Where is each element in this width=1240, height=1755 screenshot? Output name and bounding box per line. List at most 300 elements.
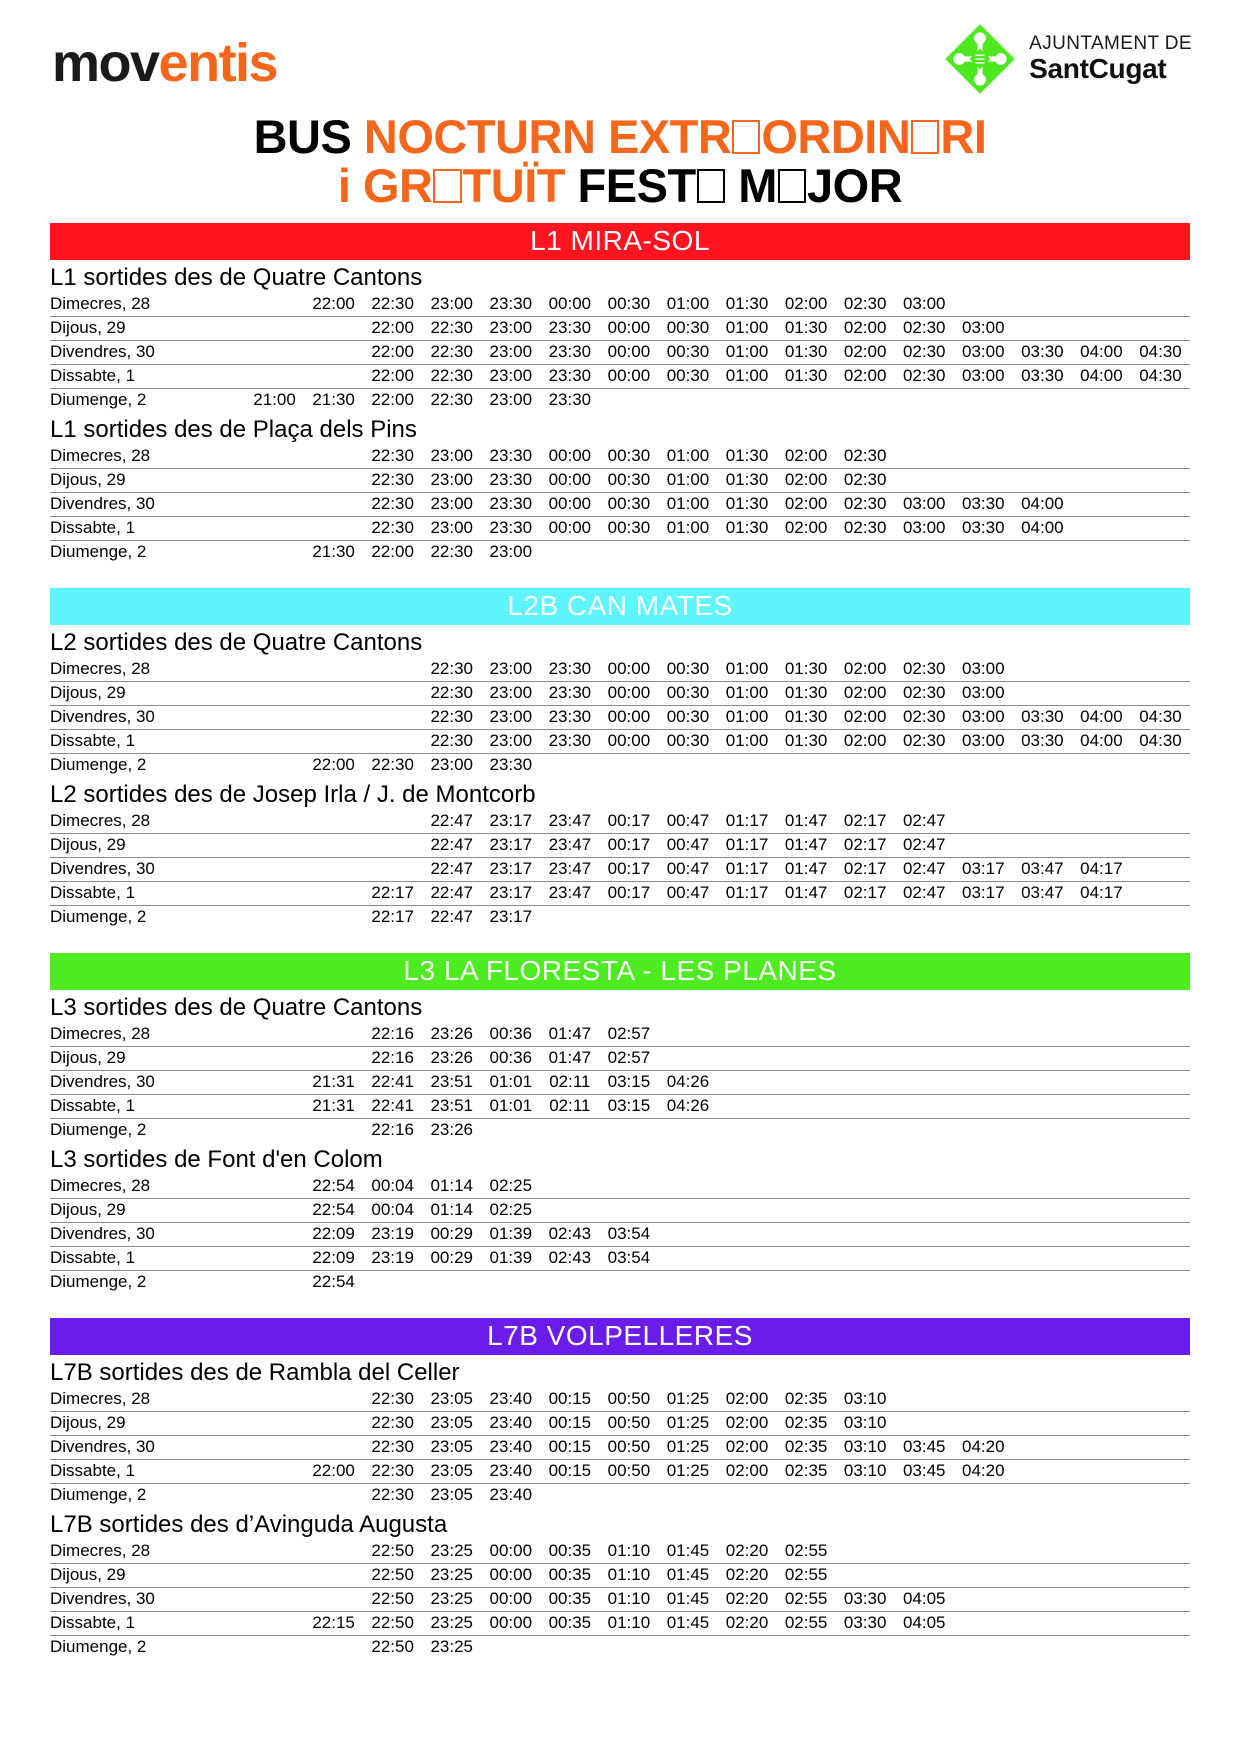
empty-time-cell — [836, 540, 895, 564]
empty-time-cell — [836, 1483, 895, 1507]
departure-time: 23:25 — [422, 1540, 481, 1564]
departure-time: 00:36 — [481, 1023, 540, 1047]
table-row — [50, 1246, 1190, 1270]
departure-time: 00:00 — [540, 445, 599, 469]
missing-glyph-box — [778, 169, 806, 203]
empty-time-cell — [304, 658, 363, 682]
empty-time-cell — [1072, 753, 1131, 777]
departure-time: 01:39 — [481, 1222, 540, 1246]
empty-time-cell — [245, 1563, 304, 1587]
empty-time-cell — [245, 658, 304, 682]
departure-time: 02:30 — [895, 681, 954, 705]
empty-time-cell — [777, 1222, 836, 1246]
departure-time: 22:30 — [371, 754, 414, 774]
departure-time: 01:30 — [777, 705, 836, 729]
departure-time: 03:45 — [895, 1435, 954, 1459]
empty-time-cell — [658, 1175, 717, 1199]
departure-time: 00:00 — [481, 1540, 540, 1564]
empty-time-cell — [304, 1483, 363, 1507]
empty-time-cell — [304, 1540, 363, 1564]
departure-time: 03:30 — [1013, 705, 1072, 729]
empty-time-cell — [245, 445, 304, 469]
departure-time: 01:00 — [718, 681, 777, 705]
departure-time: 01:00 — [718, 340, 777, 364]
empty-time-cell — [954, 1222, 1013, 1246]
departure-time: 22:00 — [363, 340, 422, 364]
empty-time-cell — [304, 905, 363, 929]
departure-time: 01:30 — [718, 492, 777, 516]
departure-time: 01:10 — [599, 1540, 658, 1564]
departure-time: 22:47 — [430, 906, 473, 926]
departure-time: 22:47 — [422, 881, 481, 905]
departure-time: 04:30 — [1131, 705, 1190, 729]
empty-time-cell — [895, 1246, 954, 1270]
departure-time: 22:30 — [363, 1459, 422, 1483]
empty-time-cell — [1013, 1388, 1072, 1412]
empty-time-cell — [954, 810, 1013, 834]
departure-time: 03:00 — [954, 316, 1013, 340]
empty-time-cell — [1131, 681, 1190, 705]
empty-time-cell — [954, 388, 1013, 412]
departure-time: 22:50 — [363, 1540, 422, 1564]
empty-time-cell — [599, 540, 658, 564]
departure-time: 02:43 — [540, 1222, 599, 1246]
empty-time-cell — [245, 881, 304, 905]
empty-time-cell — [481, 1118, 540, 1142]
departure-time: 23:40 — [481, 1411, 540, 1435]
table-row — [50, 1198, 1190, 1222]
day-label: Dissabte, 1 — [50, 1246, 245, 1270]
empty-time-cell — [895, 753, 954, 777]
empty-time-cell — [718, 1222, 777, 1246]
departure-time: 23:25 — [422, 1563, 481, 1587]
departure-time: 01:14 — [422, 1175, 481, 1199]
empty-time-cell — [245, 905, 304, 929]
empty-time-cell — [1072, 1540, 1131, 1564]
departure-time: 23:30 — [481, 293, 540, 317]
departure-time: 02:20 — [718, 1587, 777, 1611]
empty-time-cell — [836, 1222, 895, 1246]
timetable-group — [50, 990, 1190, 1142]
departure-time: 22:30 — [422, 316, 481, 340]
day-label: Dijous, 29 — [50, 1198, 245, 1222]
empty-time-cell — [245, 340, 304, 364]
departure-time: 02:35 — [777, 1435, 836, 1459]
table-row — [50, 753, 1190, 777]
timetable-group — [50, 625, 1190, 777]
departure-time: 22:30 — [363, 516, 422, 540]
table-row — [50, 1070, 1190, 1094]
departure-time: 04:20 — [954, 1459, 1013, 1483]
departure-time: 02:30 — [836, 293, 895, 317]
empty-time-cell — [304, 492, 363, 516]
departure-time: 23:17 — [481, 857, 540, 881]
empty-time-cell — [1072, 1023, 1131, 1047]
day-label: Divendres, 30 — [50, 492, 245, 516]
empty-time-cell — [1013, 1070, 1072, 1094]
empty-time-cell — [1131, 1175, 1190, 1199]
table-row — [50, 905, 1190, 929]
departure-time: 03:30 — [836, 1611, 895, 1635]
empty-time-cell — [1072, 1094, 1131, 1118]
empty-time-cell — [599, 1175, 658, 1199]
day-label: Dimecres, 28 — [50, 445, 245, 469]
departure-time: 02:55 — [777, 1540, 836, 1564]
departure-time: 23:47 — [540, 810, 599, 834]
departure-time: 23:47 — [540, 881, 599, 905]
departure-time: 22:00 — [304, 293, 363, 317]
empty-time-cell — [658, 1222, 717, 1246]
day-label: Dijous, 29 — [50, 1046, 245, 1070]
departure-time: 03:00 — [954, 364, 1013, 388]
empty-time-cell — [540, 1635, 599, 1659]
empty-time-cell — [777, 1023, 836, 1047]
departure-time: 23:30 — [540, 340, 599, 364]
departure-time: 02:00 — [777, 468, 836, 492]
empty-time-cell — [895, 1540, 954, 1564]
empty-time-cell — [718, 1070, 777, 1094]
empty-time-cell — [777, 1118, 836, 1142]
departure-time: 00:15 — [540, 1388, 599, 1412]
departure-time: 21:30 — [312, 389, 355, 409]
empty-time-cell — [1131, 293, 1190, 317]
empty-time-cell — [599, 1483, 658, 1507]
empty-time-cell — [245, 1483, 304, 1507]
day-label: Divendres, 30 — [50, 1222, 245, 1246]
departure-time: 02:30 — [836, 516, 895, 540]
departure-time: 02:30 — [836, 468, 895, 492]
departure-time: 23:30 — [540, 364, 599, 388]
empty-time-cell — [1072, 1046, 1131, 1070]
departure-time: 01:17 — [718, 810, 777, 834]
empty-time-cell — [1013, 1435, 1072, 1459]
empty-time-cell — [1131, 1483, 1190, 1507]
empty-time-cell — [363, 729, 422, 753]
empty-time-cell — [1072, 1388, 1131, 1412]
empty-time-cell — [1131, 1388, 1190, 1412]
empty-time-cell — [540, 1483, 599, 1507]
day-label: Dissabte, 1 — [50, 1611, 245, 1635]
empty-time-cell — [954, 1198, 1013, 1222]
departure-time: 23:26 — [430, 1119, 473, 1139]
empty-time-cell — [363, 681, 422, 705]
empty-time-cell — [245, 1070, 304, 1094]
departure-time: 02:00 — [718, 1459, 777, 1483]
empty-time-cell — [1072, 1635, 1131, 1659]
departure-time: 01:30 — [718, 445, 777, 469]
departure-time: 23:17 — [481, 810, 540, 834]
empty-time-cell — [836, 1563, 895, 1587]
departure-time: 22:16 — [363, 1023, 422, 1047]
departure-time: 22:30 — [363, 1435, 422, 1459]
empty-time-cell — [245, 316, 304, 340]
table-row — [50, 810, 1190, 834]
title-ordin: ORDIN — [761, 110, 911, 163]
table-row — [50, 1635, 1190, 1659]
empty-time-cell — [245, 1094, 304, 1118]
departure-time: 22:16 — [371, 1119, 414, 1139]
empty-time-cell — [245, 1270, 304, 1294]
empty-time-cell — [1013, 1540, 1072, 1564]
departure-time: 02:35 — [777, 1411, 836, 1435]
departure-time: 03:17 — [954, 881, 1013, 905]
departure-time: 02:00 — [777, 293, 836, 317]
empty-time-cell — [540, 540, 599, 564]
departure-time: 01:00 — [658, 516, 717, 540]
day-label: Dissabte, 1 — [50, 1459, 245, 1483]
day-label: Divendres, 30 — [50, 1587, 245, 1611]
departure-time: 23:30 — [481, 516, 540, 540]
departure-time: 02:17 — [836, 857, 895, 881]
departure-time: 23:00 — [481, 364, 540, 388]
departure-time: 22:41 — [363, 1070, 422, 1094]
day-label: Dissabte, 1 — [50, 881, 245, 905]
empty-time-cell — [1013, 1611, 1072, 1635]
table-row — [50, 445, 1190, 469]
empty-time-cell — [1131, 445, 1190, 469]
empty-time-cell — [895, 1563, 954, 1587]
departure-time: 03:30 — [1013, 340, 1072, 364]
departure-time: 02:20 — [718, 1611, 777, 1635]
empty-time-cell — [658, 753, 717, 777]
departure-time: 23:30 — [540, 316, 599, 340]
timetable-group — [50, 777, 1190, 929]
departure-time: 22:54 — [304, 1175, 363, 1199]
departure-time: 01:47 — [777, 881, 836, 905]
departure-time: 02:57 — [599, 1023, 658, 1047]
empty-time-cell — [599, 388, 658, 412]
title-line-2 — [0, 159, 1240, 213]
departure-time: 00:35 — [540, 1587, 599, 1611]
departure-time: 01:17 — [718, 857, 777, 881]
empty-time-cell — [895, 388, 954, 412]
table-row — [50, 1611, 1190, 1635]
empty-time-cell — [777, 1175, 836, 1199]
departure-time: 02:00 — [777, 492, 836, 516]
title-nocturn-extra: NOCTURN EXTR — [363, 110, 732, 163]
departure-time: 00:15 — [540, 1459, 599, 1483]
departure-time: 04:30 — [1131, 729, 1190, 753]
departure-time: 02:30 — [836, 445, 895, 469]
departure-time: 23:26 — [422, 1023, 481, 1047]
table-row — [50, 516, 1190, 540]
departure-time: 21:00 — [253, 389, 296, 409]
empty-time-cell — [304, 1388, 363, 1412]
empty-time-cell — [1131, 1563, 1190, 1587]
empty-time-cell — [718, 1246, 777, 1270]
departure-time: 02:00 — [836, 681, 895, 705]
day-label: Dimecres, 28 — [50, 293, 245, 317]
departure-time: 23:30 — [540, 681, 599, 705]
title-jor: JOR — [807, 159, 903, 213]
departure-time: 04:17 — [1072, 881, 1131, 905]
departure-time: 00:47 — [658, 857, 717, 881]
departures-table — [50, 658, 1190, 777]
empty-time-cell — [245, 1540, 304, 1564]
departure-time: 01:47 — [777, 833, 836, 857]
departure-time: 02:00 — [777, 445, 836, 469]
empty-time-cell — [304, 1635, 363, 1659]
group-title: L3 sortides de Font d'en Colom — [50, 1145, 383, 1173]
departure-time: 04:26 — [658, 1070, 717, 1094]
departure-time: 22:17 — [363, 881, 422, 905]
departure-time: 01:25 — [658, 1459, 717, 1483]
day-label: Dimecres, 28 — [50, 658, 245, 682]
empty-time-cell — [363, 810, 422, 834]
empty-time-cell — [304, 681, 363, 705]
group-title: L2 sortides des de Quatre Cantons — [50, 628, 423, 656]
day-label: Divendres, 30 — [50, 1435, 245, 1459]
departure-time: 23:30 — [481, 468, 540, 492]
departure-time: 23:05 — [422, 1411, 481, 1435]
table-row — [50, 1023, 1190, 1047]
departure-time: 00:00 — [481, 1563, 540, 1587]
departure-time: 23:25 — [430, 1636, 473, 1656]
departure-time: 00:00 — [540, 468, 599, 492]
table-row — [50, 1540, 1190, 1564]
departure-time: 02:47 — [895, 857, 954, 881]
empty-time-cell — [1072, 516, 1131, 540]
departure-time: 02:11 — [540, 1094, 599, 1118]
departure-time: 03:10 — [836, 1435, 895, 1459]
empty-time-cell — [1131, 1046, 1190, 1070]
empty-time-cell — [363, 705, 422, 729]
departure-time: 03:54 — [599, 1222, 658, 1246]
departure-time: 01:10 — [599, 1563, 658, 1587]
empty-time-cell — [658, 388, 717, 412]
empty-time-cell — [1013, 1198, 1072, 1222]
empty-time-cell — [718, 753, 777, 777]
empty-time-cell — [1131, 857, 1190, 881]
empty-time-cell — [718, 1046, 777, 1070]
departure-time: 01:00 — [718, 705, 777, 729]
table-row — [50, 316, 1190, 340]
departure-time: 00:30 — [599, 468, 658, 492]
empty-time-cell — [1131, 1611, 1190, 1635]
departure-time: 00:30 — [658, 681, 717, 705]
departure-time: 00:17 — [599, 881, 658, 905]
departure-time: 23:00 — [422, 492, 481, 516]
empty-time-cell — [540, 1118, 599, 1142]
departure-time: 04:26 — [658, 1094, 717, 1118]
departure-time: 03:47 — [1013, 881, 1072, 905]
departure-time: 04:00 — [1072, 705, 1131, 729]
departure-time: 03:10 — [836, 1459, 895, 1483]
day-label: Dissabte, 1 — [50, 516, 245, 540]
departure-time: 02:30 — [895, 364, 954, 388]
table-row — [50, 833, 1190, 857]
departure-time: 02:30 — [895, 340, 954, 364]
day-label: Dimecres, 28 — [50, 1023, 245, 1047]
departure-time: 22:41 — [363, 1094, 422, 1118]
empty-time-cell — [422, 1270, 481, 1294]
departure-time: 23:17 — [481, 833, 540, 857]
departure-time: 02:25 — [481, 1175, 540, 1199]
empty-time-cell — [1072, 445, 1131, 469]
empty-time-cell — [658, 1483, 717, 1507]
departure-time: 00:30 — [658, 658, 717, 682]
empty-time-cell — [836, 1270, 895, 1294]
empty-time-cell — [304, 1563, 363, 1587]
departure-time: 00:17 — [599, 833, 658, 857]
departure-time: 00:50 — [599, 1388, 658, 1412]
empty-time-cell — [304, 364, 363, 388]
departure-time: 23:47 — [540, 857, 599, 881]
empty-time-cell — [1072, 1118, 1131, 1142]
empty-time-cell — [836, 1023, 895, 1047]
day-label: Diumenge, 2 — [50, 389, 147, 409]
departure-time: 22:47 — [422, 810, 481, 834]
empty-time-cell — [304, 316, 363, 340]
departure-time: 00:00 — [599, 364, 658, 388]
empty-time-cell — [777, 1483, 836, 1507]
empty-time-cell — [245, 810, 304, 834]
departure-time: 03:30 — [954, 516, 1013, 540]
day-label: Dijous, 29 — [50, 468, 245, 492]
departure-time: 02:47 — [895, 881, 954, 905]
day-label: Dissabte, 1 — [50, 364, 245, 388]
departures-table — [50, 1175, 1190, 1294]
empty-time-cell — [658, 540, 717, 564]
empty-time-cell — [245, 516, 304, 540]
departure-time: 02:20 — [718, 1563, 777, 1587]
departure-time: 01:45 — [658, 1611, 717, 1635]
santcugat-label: SantCugat — [1029, 53, 1167, 85]
empty-time-cell — [777, 1635, 836, 1659]
departure-time: 02:30 — [895, 729, 954, 753]
empty-time-cell — [245, 729, 304, 753]
empty-time-cell — [718, 1270, 777, 1294]
missing-glyph-box — [697, 169, 725, 203]
departure-time: 02:00 — [718, 1411, 777, 1435]
table-row — [50, 658, 1190, 682]
departure-time: 00:30 — [599, 516, 658, 540]
departure-time: 00:00 — [599, 681, 658, 705]
departure-time: 01:30 — [718, 293, 777, 317]
empty-time-cell — [1131, 388, 1190, 412]
empty-time-cell — [245, 540, 304, 564]
departure-time: 23:00 — [422, 516, 481, 540]
empty-time-cell — [1013, 1411, 1072, 1435]
empty-time-cell — [304, 833, 363, 857]
departure-time: 00:00 — [599, 340, 658, 364]
empty-time-cell — [1013, 1222, 1072, 1246]
table-row — [50, 1270, 1190, 1294]
departure-time: 03:54 — [599, 1246, 658, 1270]
departure-time: 02:00 — [836, 316, 895, 340]
empty-time-cell — [245, 1459, 304, 1483]
empty-time-cell — [1072, 468, 1131, 492]
empty-time-cell — [1013, 316, 1072, 340]
departure-time: 03:10 — [836, 1411, 895, 1435]
empty-time-cell — [718, 1175, 777, 1199]
departure-time: 03:00 — [895, 293, 954, 317]
empty-time-cell — [895, 1175, 954, 1199]
empty-time-cell — [1072, 1435, 1131, 1459]
departure-time: 01:45 — [658, 1587, 717, 1611]
empty-time-cell — [1131, 1094, 1190, 1118]
santcugat-diamond-icon — [943, 22, 1017, 96]
empty-time-cell — [777, 1198, 836, 1222]
table-row — [50, 857, 1190, 881]
departure-time: 01:47 — [777, 810, 836, 834]
group-title: L7B sortides des d’Avinguda Augusta — [50, 1510, 448, 1538]
departure-time: 22:30 — [363, 492, 422, 516]
departure-time: 00:30 — [599, 445, 658, 469]
empty-time-cell — [1131, 1222, 1190, 1246]
departure-time: 22:50 — [363, 1563, 422, 1587]
empty-time-cell — [954, 753, 1013, 777]
